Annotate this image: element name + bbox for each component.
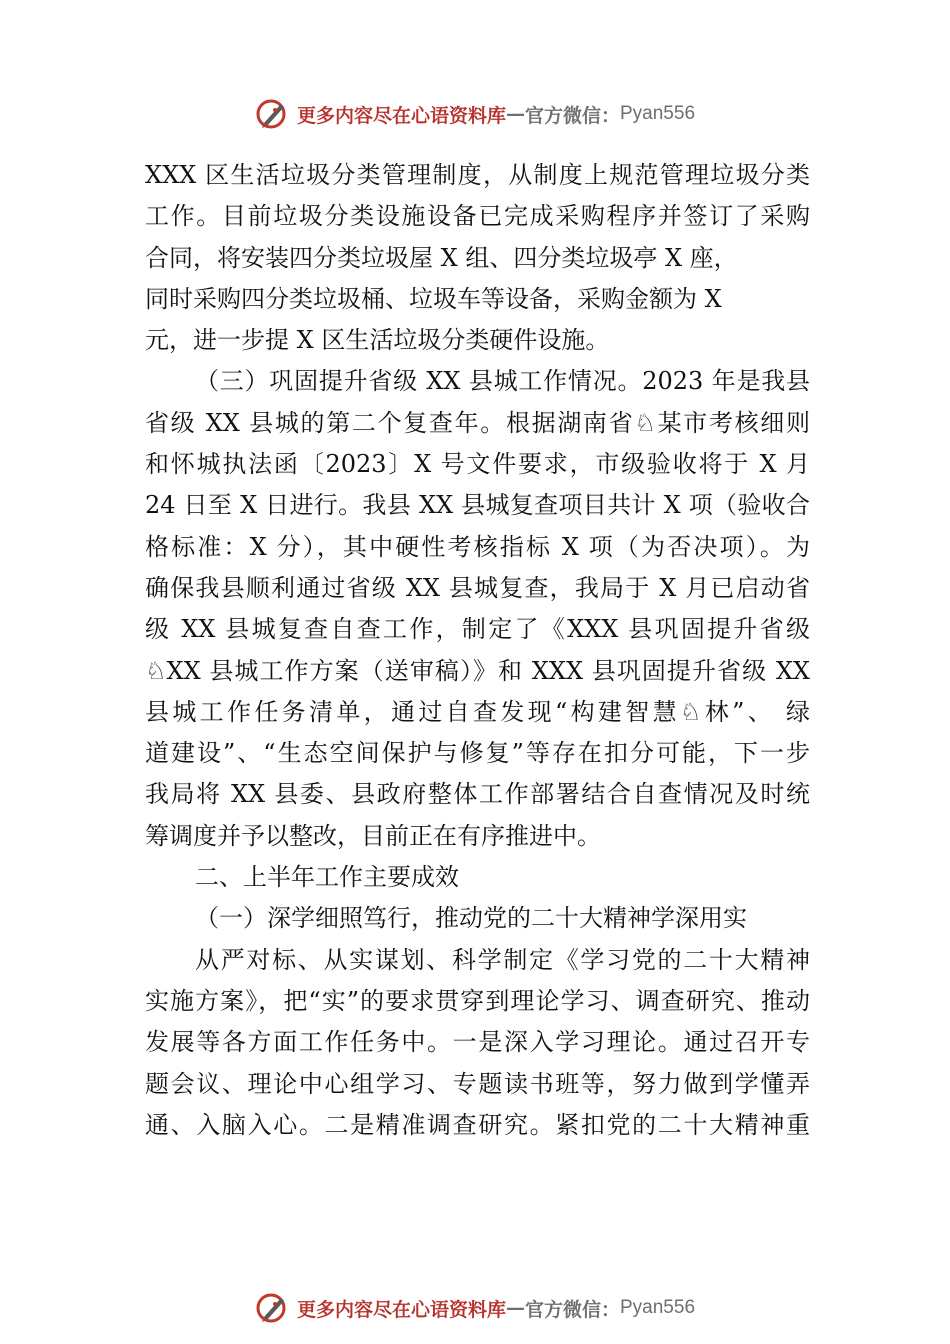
text-line: 格标准：X 分），其中硬性考核指标 X 项（为否决项）。为 [145, 532, 810, 561]
text-line: ♘XX 县城工作方案（送审稿）》和 XXX 县巩固提升省级 XX [145, 656, 810, 685]
footer-banner [0, 1286, 950, 1330]
text-line: 工作。目前垃圾分类设施设备已完成采购程序并签订了采购 [145, 202, 810, 231]
text-line: 发展等各方面工作任务中。一是深入学习理论。通过召开专 [145, 1028, 810, 1057]
banner-contact-label: 官方微信： [524, 1298, 620, 1321]
banner-contact-id: Pyan556 [620, 103, 696, 124]
pen-logo-icon [255, 1291, 289, 1325]
banner-text [297, 101, 695, 128]
banner-contact-id: Pyan556 [620, 1297, 696, 1318]
banner-site-text: 更多内容尽在心语资料库 [296, 1298, 506, 1321]
text-line: 24 日至 X 日进行。我县 XX 县城复查项目共计 X 项（验收合 [145, 491, 810, 520]
text-line: 通、入脑入心。二是精准调查研究。紧扣党的二十大精神重 [145, 1110, 810, 1139]
banner-text [297, 1295, 695, 1322]
banner-site-text: 更多内容尽在心语资料库 [296, 104, 506, 127]
header-banner [0, 92, 950, 136]
text-line: 元，进一步提 X 区生活垃圾分类硬件设施。 [145, 326, 610, 355]
text-line: 级 XX 县城复查自查工作，制定了《XXX 县巩固提升省级 [145, 615, 810, 644]
text-line: 县城工作任务清单，通过自查发现“构建智慧♘林”、 绿 [145, 697, 810, 726]
text-line: 道建设”、“生态空间保护与修复”等存在扣分可能，下一步 [145, 739, 810, 768]
text-line: 实施方案》，把“实”的要求贯穿到理论学习、调查研究、推动 [145, 986, 810, 1015]
banner-separator: — [505, 1297, 525, 1319]
banner-separator: — [505, 103, 525, 125]
text-line: 省级 XX 县城的第二个复查年。根据湖南省♘某市考核细则 [145, 408, 810, 437]
pen-logo-icon [255, 97, 289, 131]
text-line: 我局将 XX 县委、县政府整体工作部署结合自查情况及时统 [145, 780, 810, 809]
text-line: 从严对标、从实谋划、科学制定《学习党的二十大精神 [195, 945, 810, 974]
text-line: 确保我县顺利通过省级 XX 县城复查，我局于 X 月已启动省 [145, 573, 810, 602]
text-line: 同时采购四分类垃圾桶、垃圾车等设备，采购金额为 X [145, 284, 722, 313]
text-line: 题会议、理论中心组学习、专题读书班等，努力做到学懂弄 [145, 1069, 810, 1098]
text-line: 合同，将安装四分类垃圾屋 X 组、四分类垃圾亭 X 座， [145, 243, 738, 272]
text-line: XXX 区生活垃圾分类管理制度，从制度上规范管理垃圾分类 [145, 161, 810, 189]
subsection-heading: （一）深学细照笃行，推动党的二十大精神学深用实 [195, 904, 747, 933]
section-heading: 二、上半年工作主要成效 [195, 863, 459, 892]
banner-contact-label: 官方微信： [524, 104, 620, 127]
document-body [145, 155, 810, 1146]
text-line: 和怀城执法函〔2023〕X 号文件要求，市级验收将于 X 月 [145, 450, 810, 479]
text-line: （三）巩固提升省级 XX 县城工作情况。2023 年是我县 [195, 367, 810, 396]
text-line: 筹调度并予以整改，目前正在有序推进中。 [145, 821, 601, 850]
